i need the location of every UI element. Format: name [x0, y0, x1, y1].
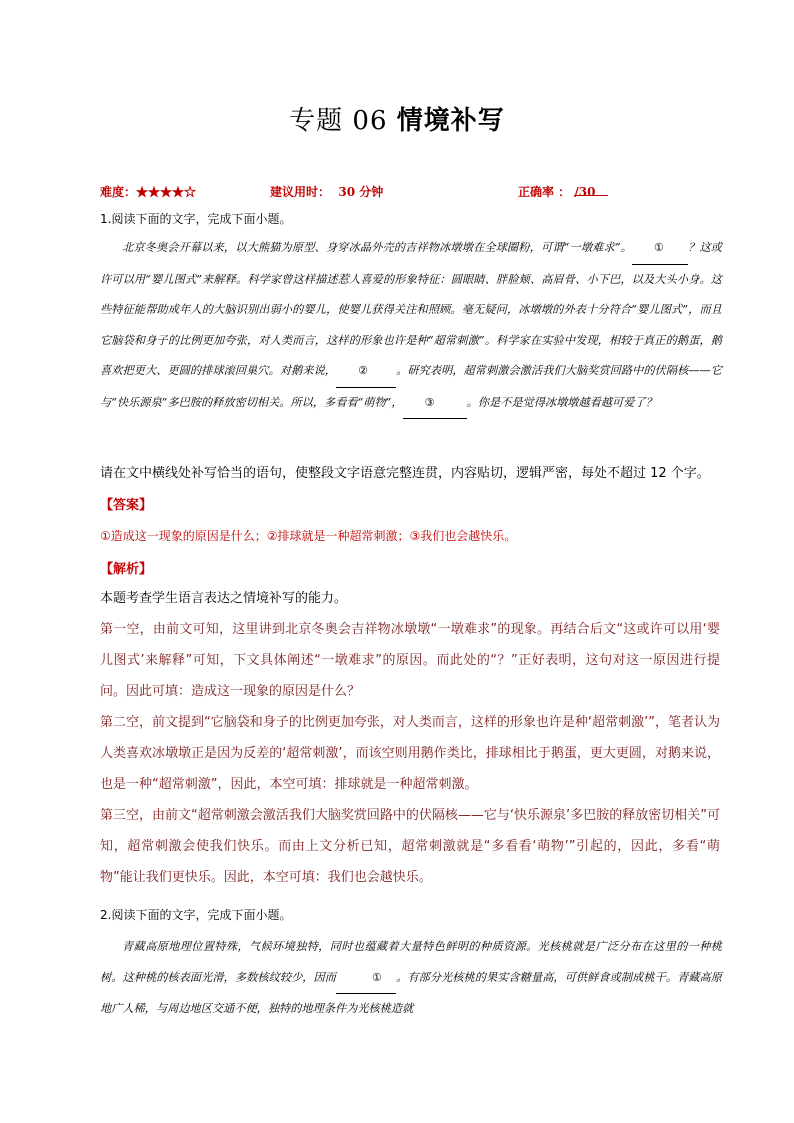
question-2-heading: 2.阅读下面的文字，完成下面小题。 — [100, 908, 292, 922]
answer-text: ①造成这一现象的原因是什么；②排球就是一种超常刺激；③我们也会越快乐。 — [100, 529, 517, 543]
difficulty-label: 难度：★★★★☆ — [100, 185, 197, 199]
blank-1-marker: ① — [372, 970, 383, 984]
passage-text: ？这或许可以用“婴儿图式”来解释。科学家曾这样描述惹人喜爱的形象特征：圆眼睛、胖脸颊、高眉骨、小下巴，以及大头小身。这些特征能帮助成年人的大脑识别出弱小的婴儿，使婴儿获得关注和照顾。毫无疑问，冰墩墩的外表十分符合“婴儿图式”，而且它脑袋和身子的比例更加夸张，对人类而言，这样的形象也许是种“超常刺激”。科学家在实验中发现，相较于真正的鹅蛋，鹅喜欢把更大、更圆的排球滚回巢穴。对鹅来说， — [100, 241, 722, 377]
title-prefix: 专题 06 — [289, 106, 388, 136]
blank-2[interactable] — [336, 356, 396, 388]
meta-row — [100, 183, 700, 201]
accuracy-blank[interactable] — [574, 183, 608, 196]
question-1-prompt: 请在文中横线处补写恰当的语句，使整段文字语意完整连贯，内容贴切，逻辑严密，每处不超过 12 个字。 — [100, 466, 710, 481]
analysis-intro: 本题考查学生语言表达之情境补写的能力。 — [100, 591, 348, 606]
time-label — [270, 183, 383, 200]
passage-text: 。有部分光核桃的果实含糖量高，可供鲜食或制成桃干。青藏高原地广人稀，与周边地区交通不便，独特的地理条件为光核桃造就 — [100, 970, 722, 1015]
passage-text: 。研究表明，超常刺激会激活我们大脑奖赏回路中的伏隔核——它与“快乐源泉”多巴胺的释放密切相关。所以，多看看“萌物”， — [100, 364, 722, 409]
blank-1-marker: ① — [654, 241, 665, 254]
analysis-blank-1: 第一空，由前文可知，这里讲到北京冬奥会吉祥物冰墩墩“一墩难求”的现象。再结合后文“这或许可以用‘婴儿图式’来解释”可知，下文具体阐述“一墩难求”的原因。而此处的“？”正好表明，这句对这一原因进行提问。因此可填：造成这一现象的原因是什么？ — [100, 622, 720, 699]
blank-1[interactable] — [632, 233, 688, 265]
question-1-heading: 1.阅读下面的文字，完成下面小题。 — [100, 212, 292, 226]
blank-3-marker: ③ — [424, 395, 435, 409]
blank-1[interactable] — [336, 963, 396, 995]
time-value: 30 分钟 — [338, 185, 384, 199]
analysis-blank-3: 第三空，由前文“超常刺激会激活我们大脑奖赏回路中的伏隔核——它与‘快乐源泉’多巴胺的释放密切相关”可知，超常刺激会使我们快乐。而由上文分析已知，超常刺激就是“多看看‘萌物’”引起的，因此，多看“萌物”能让我们更快乐。因此，本空可填：我们也会越快乐。 — [100, 808, 720, 885]
analysis-blank-2: 第二空，前文提到“它脑袋和身子的比例更加夸张，对人类而言，这样的形象也许是种‘超常刺激’”，笔者认为人类喜欢冰墩墩正是因为反差的‘超常刺激’，而该空则用鹅作类比，排球相比于鹅蛋，更大更圆，对鹅来说，也是一种“超常刺激”，因此，本空可填：排球就是一种超常刺激。 — [100, 715, 720, 792]
passage-text: 。你是不是觉得冰墩墩越看越可爱了？ — [466, 395, 657, 409]
blank-3[interactable] — [403, 388, 467, 420]
answer-tag: 【答案】 — [100, 498, 153, 513]
accuracy-label — [518, 183, 595, 200]
accuracy-label-text: 正确率 ： — [518, 185, 571, 199]
analysis-tag: 【解析】 — [100, 562, 153, 577]
question-1-passage — [100, 233, 722, 419]
passage-text: 北京冬奥会开幕以来，以大熊猫为原型、身穿冰晶外壳的吉祥物冰墩墩在全球圈粉，可谓“一墩难求”。 — [122, 241, 632, 254]
accuracy-total: /30 — [574, 185, 596, 199]
title-main: 情境补写 — [396, 106, 505, 136]
blank-2-marker: ② — [358, 364, 369, 377]
time-label-text: 建议用时： — [270, 185, 331, 199]
page-title — [0, 100, 794, 137]
question-2-passage — [100, 932, 722, 1025]
passage-text: 青藏高原地理位置特殊，气候环境独特，同时也蕴藏着大量特色鲜明的种质资源。光核桃就是广泛分布在这里的一种桃树。这种桃的核表面光滑，多数核纹较少，因而 — [100, 940, 722, 984]
analysis-body — [100, 583, 720, 893]
